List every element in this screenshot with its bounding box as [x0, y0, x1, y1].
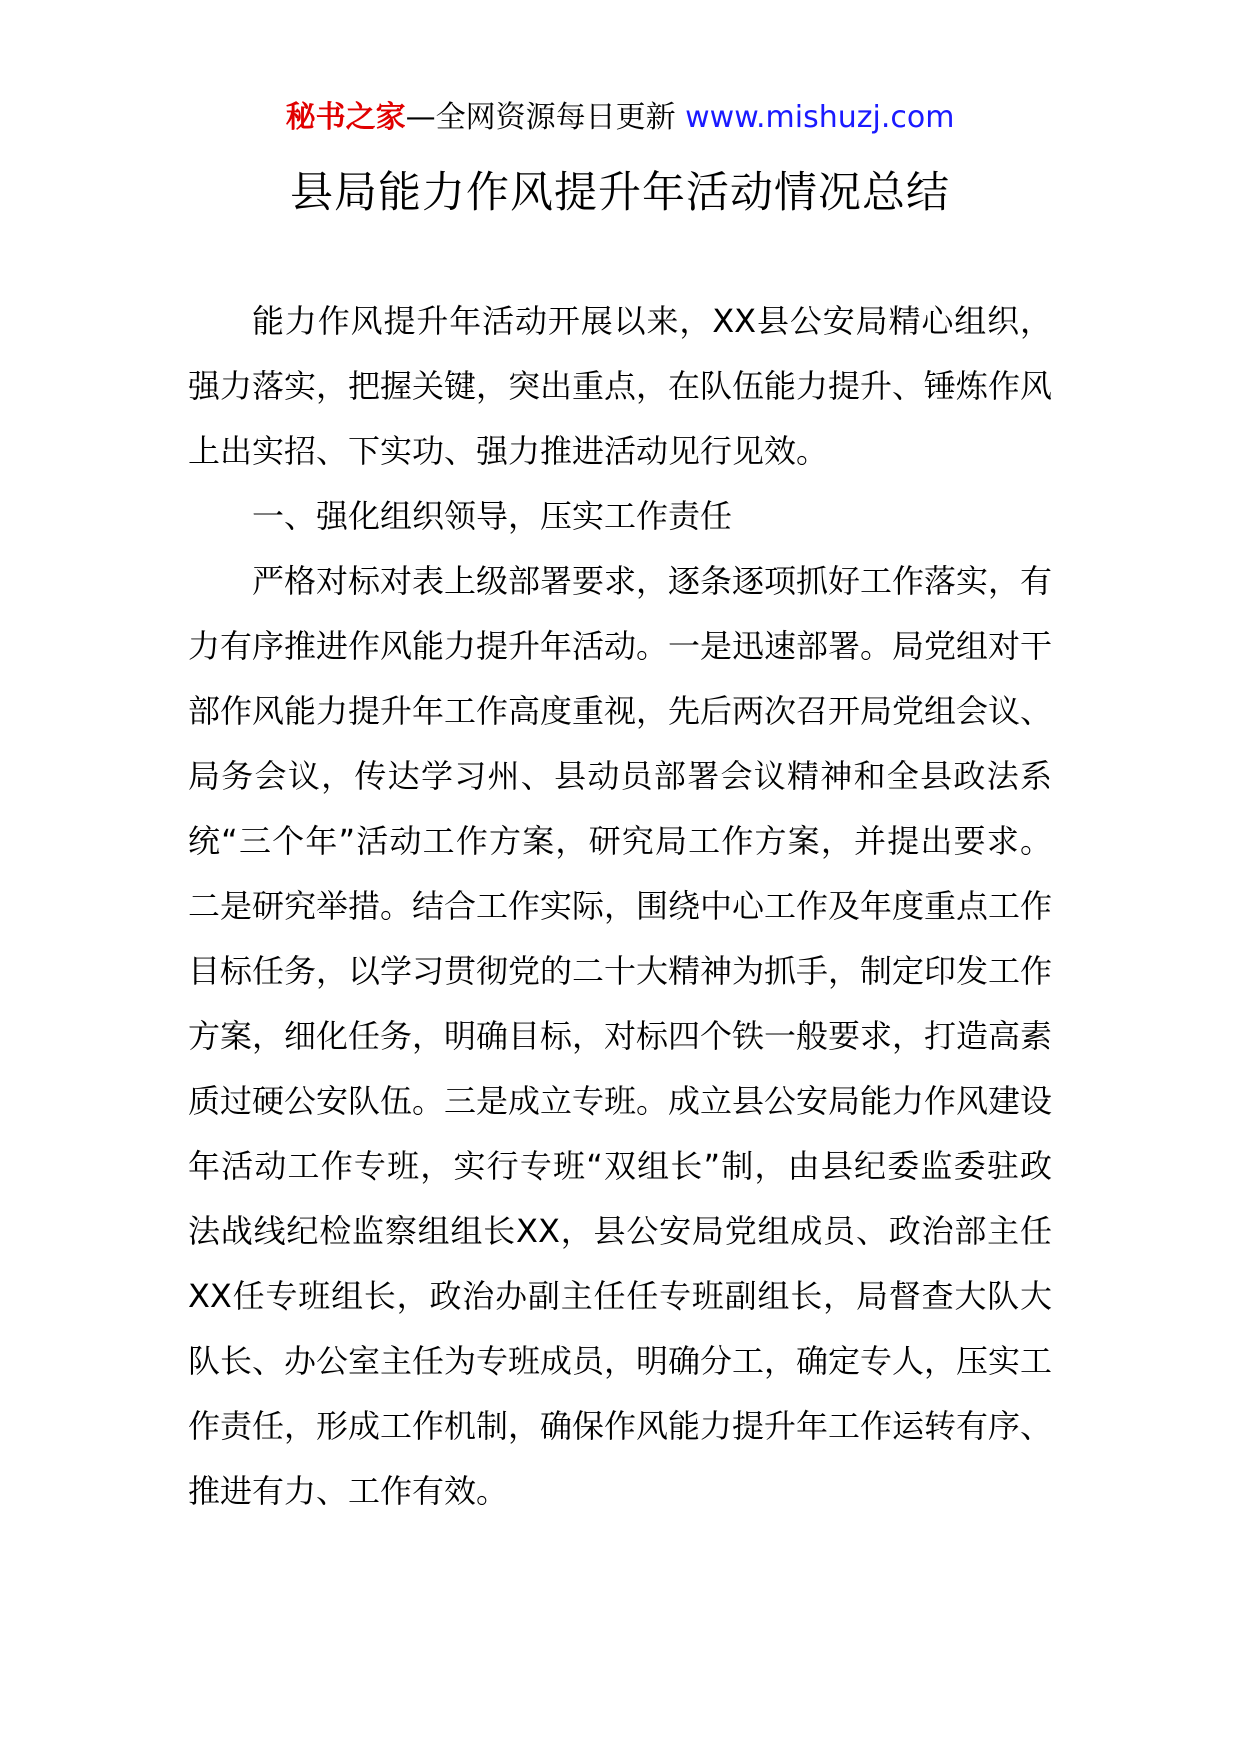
page-header: [0, 98, 1240, 138]
paragraph-section-1: 严格对标对表上级部署要求，逐条逐项抓好工作落实，有力有序推进作风能力提升年活动。一是迅速部署。局党组对干部作风能力提升年工作高度重视，先后两次召开局党组会议、局务会议，传达学习州、县动员部署会议精神和全县政法系统“三个年”活动工作方案，研究局工作方案，并提出要求。二是研究举措。结合工作实际，围绕中心工作及年度重点工作目标任务，以学习贯彻党的二十大精神为抓手，制定印发工作方案，细化任务，明确目标，对标四个铁一般要求，打造高素质过硬公安队伍。三是成立专班。成立县公安局能力作风建设年活动工作专班，实行专班“双组长”制，由县纪委监委驻政法战线纪检监察组组长XX，县公安局党组成员、政治部主任XX任专班组长，政治办副主任任专班副组长，局督查大队大队长、办公室主任为专班成员，明确分工，确定专人，压实工作责任，形成工作机制，确保作风能力提升年工作运转有序、推进有力、工作有效。: [188, 562, 1053, 1510]
section-heading-1: 一、强化组织领导，压实工作责任: [252, 497, 733, 535]
document-title: 县局能力作风提升年活动情况总结: [290, 168, 950, 218]
paragraph-intro: 能力作风提升年活动开展以来，XX县公安局精心组织，强力落实，把握关键，突出重点，在队伍能力提升、锤炼作风上出实招、下实功、强力推进活动见行见效。: [188, 302, 1053, 470]
header-brand: 秘书之家: [285, 100, 406, 135]
header-url-link[interactable]: www.mishuzj.com: [685, 100, 955, 135]
document-body: [188, 289, 1052, 1524]
header-slogan: —全网资源每日更新: [405, 100, 676, 135]
